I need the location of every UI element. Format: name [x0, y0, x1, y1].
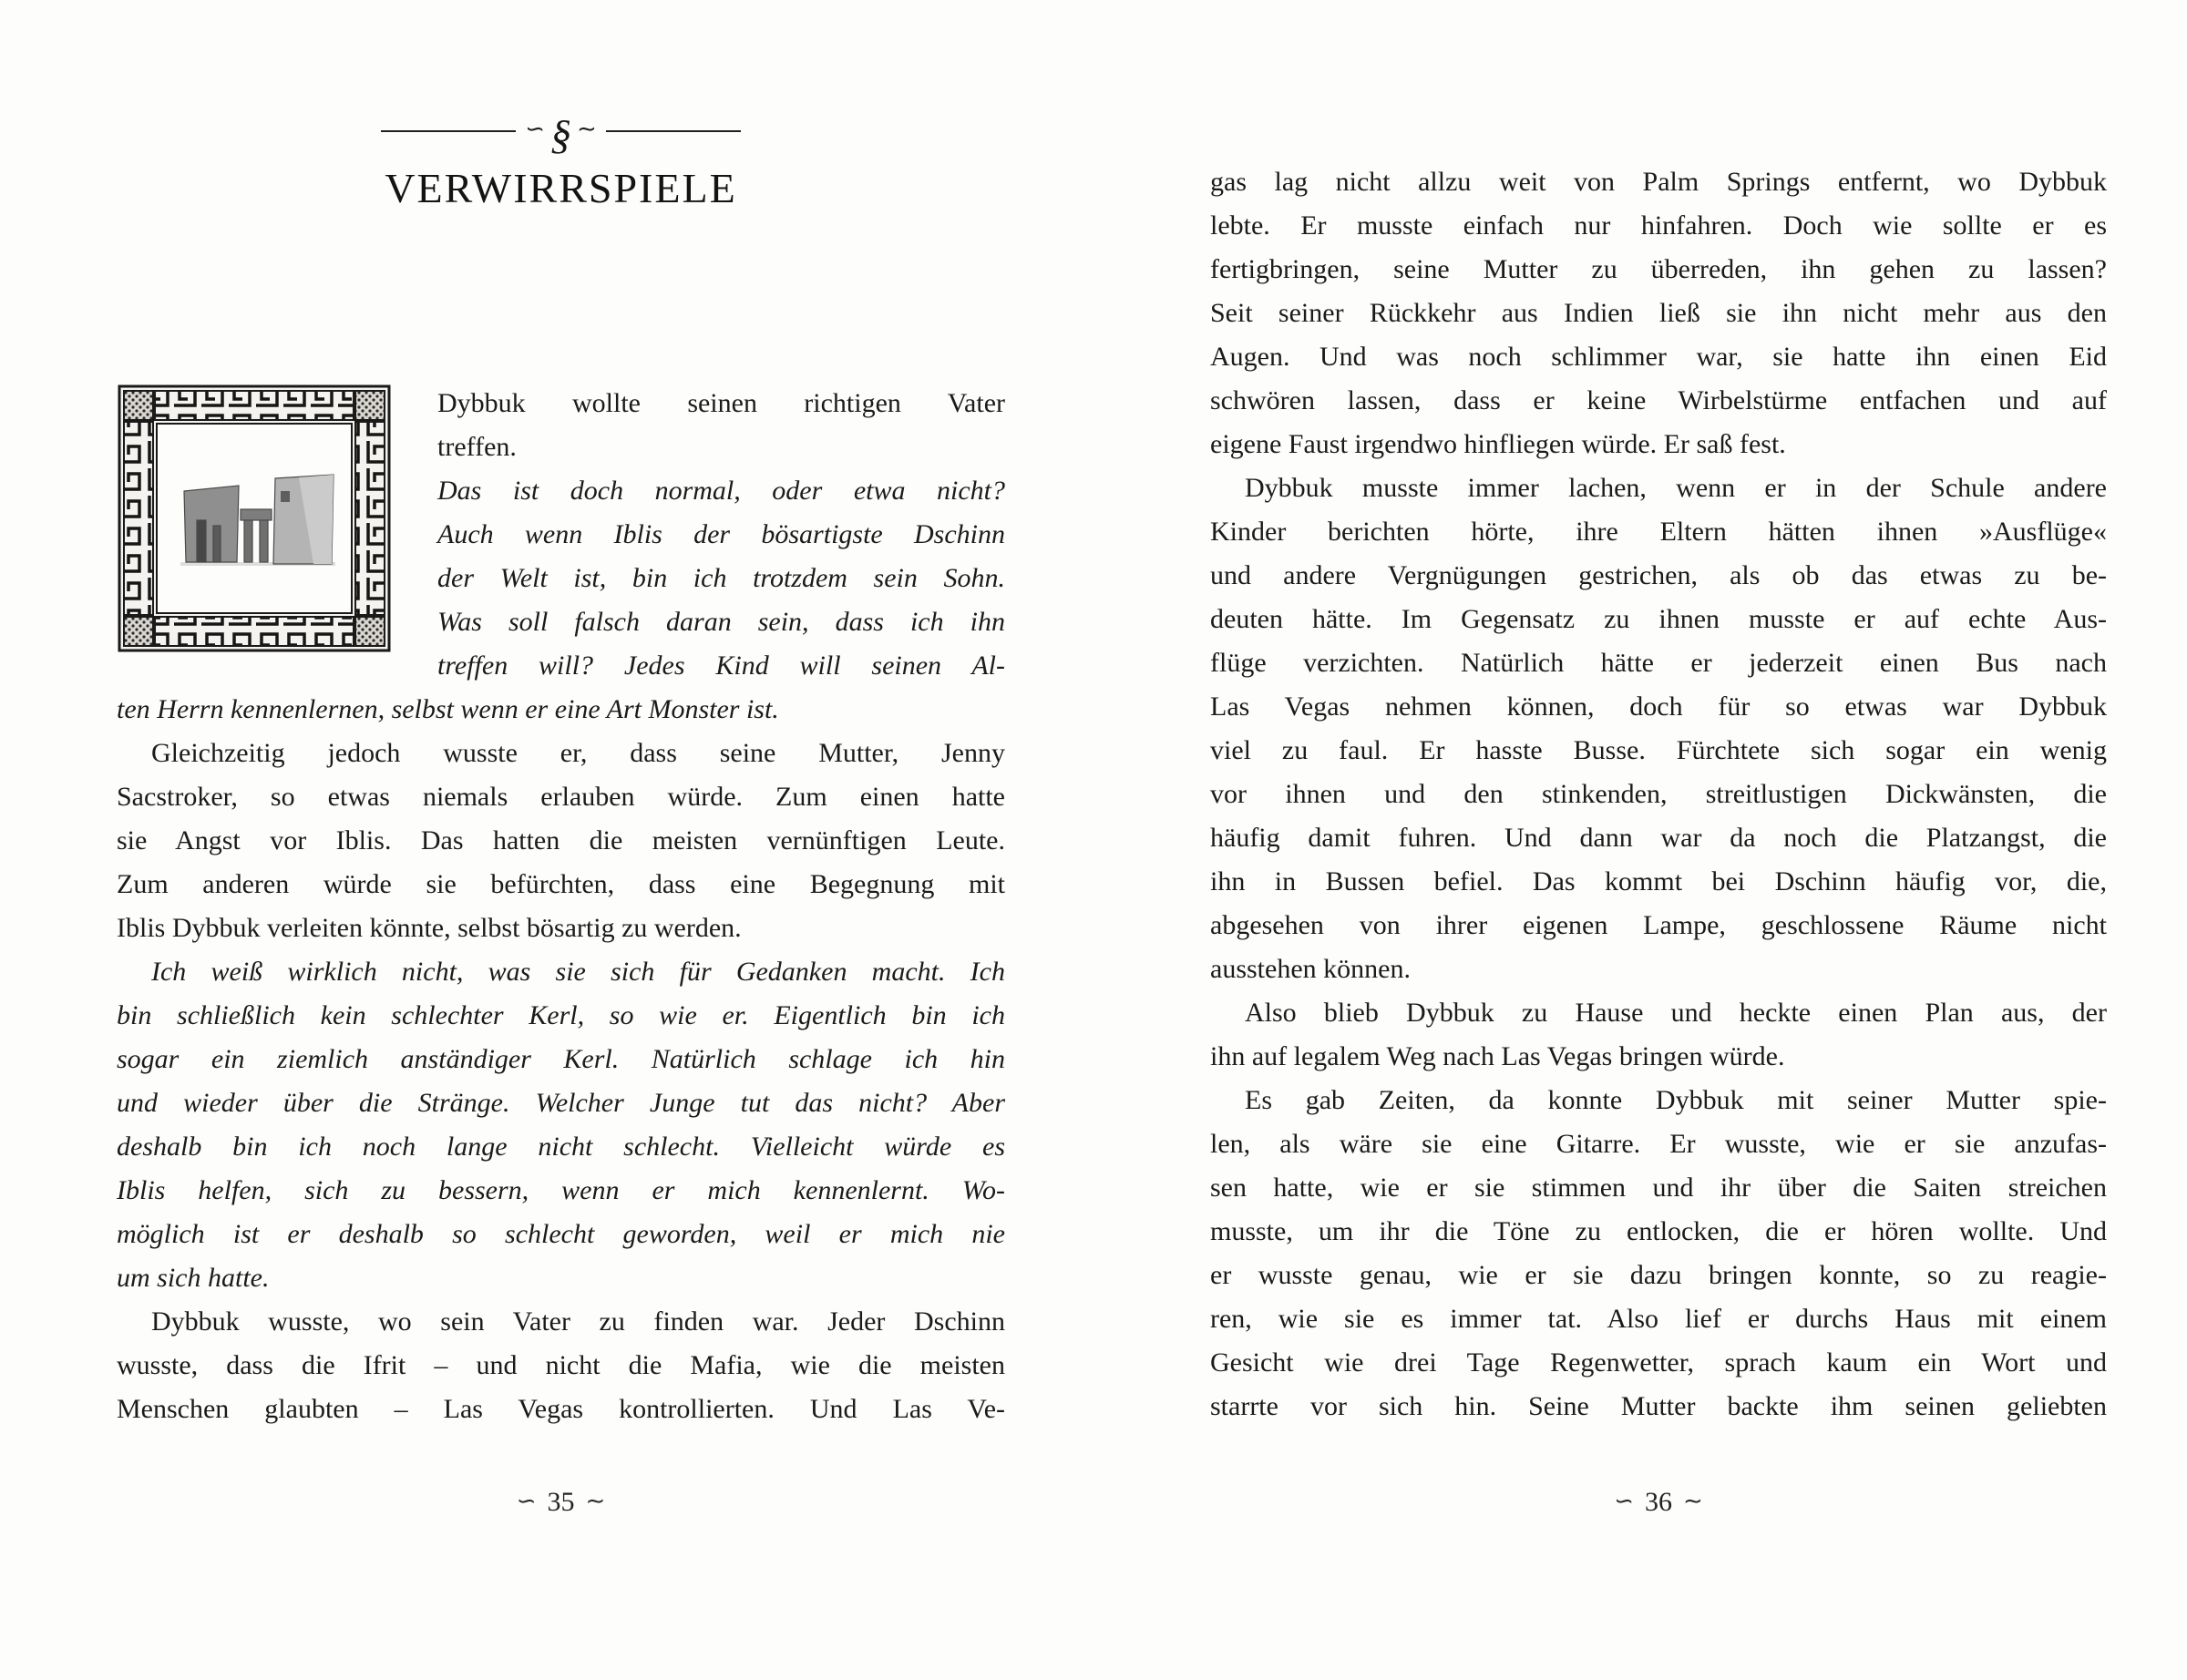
text-line: um sich hatte. — [117, 1263, 270, 1293]
text-line: Las Vegas nehmen können, doch für so etwas war Dybbuk — [1210, 691, 2107, 722]
book-page-left — [117, 0, 1005, 1680]
text-line: len, als wäre sie eine Gitarre. Er wusste, wie er sie anzufas- — [1210, 1129, 2107, 1159]
text-line: vor ihnen und den stinkenden, streitlustigen Dickwänsten, die — [1210, 779, 2107, 809]
text-line: Also blieb Dybbuk zu Hause und heckte einen Plan aus, der — [1245, 998, 2107, 1028]
text-line: möglich ist er deshalb so schlecht geworden, weil er mich nie — [117, 1219, 1005, 1249]
page-number-left — [117, 1487, 1005, 1518]
section-mark-icon: § — [550, 111, 571, 158]
text-line: Dybbuk wollte seinen richtigen Vater — [437, 388, 1005, 418]
text-line: Gesicht wie drei Tage Regenwetter, sprach kaum ein Wort und — [1210, 1347, 2107, 1378]
text-line: Sacstroker, so etwas niemals erlauben würde. Zum einen hatte — [117, 782, 1005, 812]
paragraph — [1210, 160, 2107, 466]
text-line: sen hatte, wie er sie stimmen und ihr über die Saiten streichen — [1210, 1173, 2107, 1203]
text-line: Gleichzeitig jedoch wusste er, dass seine Mutter, Jenny — [151, 738, 1005, 768]
page-number-flourish-left-icon: ∽ — [516, 1488, 537, 1515]
text-line: und andere Vergnügungen gestrichen, als ob das etwas zu be- — [1210, 560, 2107, 590]
text-line: deuten hätte. Im Gegensatz zu ihnen musste er auf echte Aus- — [1210, 604, 2107, 634]
flourish-left-icon: ∽ — [525, 116, 545, 143]
text-line: viel zu faul. Er hasste Busse. Fürchtete sich sogar ein wenig — [1210, 735, 2107, 765]
chapter-ornament — [117, 108, 1005, 158]
text-line: Was soll falsch daran sein, dass ich ihn — [437, 607, 1005, 637]
text-line: deshalb bin ich noch lange nicht schlecht. Vielleicht würde es — [117, 1132, 1005, 1162]
text-line: und wieder über die Stränge. Welcher Junge tut das nicht? Aber — [117, 1088, 1005, 1118]
page-number-flourish-left-icon: ∽ — [1614, 1488, 1634, 1515]
paragraph — [117, 1300, 1005, 1431]
body-text-left — [117, 382, 1005, 1431]
text-line: lebte. Er musste einfach nur hinfahren. Doch wie sollte er es — [1210, 210, 2107, 241]
paragraph — [1210, 1079, 2107, 1429]
paragraph — [1210, 991, 2107, 1079]
text-line: ren, wie sie es immer tat. Also lief er durchs Haus mit einem — [1210, 1304, 2107, 1334]
paragraph — [117, 950, 1005, 1300]
text-line: fertigbringen, seine Mutter zu überreden, ihn gehen zu lassen? — [1210, 254, 2107, 284]
text-line: häufig damit fuhren. Und dann war da noch die Platzangst, die — [1210, 823, 2107, 853]
paragraphs-right — [1210, 160, 2107, 1429]
text-line: abgesehen von ihrer eigenen Lampe, geschlossene Räume nicht — [1210, 910, 2107, 940]
text-line: Ich weiß wirklich nicht, was sie sich für Gedanken macht. Ich — [151, 957, 1005, 987]
text-line: treffen will? Jedes Kind will seinen Al- — [437, 650, 1005, 681]
text-line: bin schließlich kein schlechter Kerl, so wie er. Eigentlich bin ich — [117, 1000, 1005, 1030]
temple-drawing-icon — [117, 384, 392, 653]
text-line: Iblis helfen, sich zu bessern, wenn er mich kennenlernt. Wo- — [117, 1175, 1005, 1205]
text-line: Menschen glaubten – Las Vegas kontrollierten. Und Las Ve- — [117, 1394, 1005, 1424]
page-number-flourish-right-icon: ∼ — [1683, 1488, 1703, 1515]
text-line: ihn auf legalem Weg nach Las Vegas bringen würde. — [1210, 1041, 1785, 1071]
text-line: Zum anderen würde sie befürchten, dass eine Begegnung mit — [117, 869, 1005, 899]
text-line: schwören lassen, dass er keine Wirbelstürme entfachen und auf — [1210, 385, 2107, 415]
text-line: Es gab Zeiten, da konnte Dybbuk mit seiner Mutter spie- — [1245, 1085, 2107, 1115]
text-line: ausstehen können. — [1210, 954, 1411, 984]
text-line: wusste, dass die Ifrit – und nicht die Mafia, wie die meisten — [117, 1350, 1005, 1380]
text-line: eigene Faust irgendwo hinfliegen würde. Er saß fest. — [1210, 429, 1786, 459]
text-line: Iblis Dybbuk verleiten könnte, selbst bösartig zu werden. — [117, 913, 742, 943]
text-line: ten Herrn kennenlernen, selbst wenn er eine Art Monster ist. — [117, 694, 779, 724]
text-line: ihn in Bussen befiel. Das kommt bei Dschinn häufig vor, die, — [1210, 866, 2107, 896]
text-line: Dybbuk musste immer lachen, wenn er in der Schule andere — [1245, 473, 2107, 503]
flourish-right-icon: ∼ — [577, 116, 597, 143]
page-number-flourish-right-icon: ∼ — [585, 1488, 606, 1515]
page-number-right — [1210, 1487, 2107, 1518]
text-line: musste, um ihr die Töne zu entlocken, die er hören wollte. Und — [1210, 1216, 2107, 1246]
text-line: starrte vor sich hin. Seine Mutter backte ihm seinen geliebten — [1210, 1391, 2107, 1421]
page-number-value: 36 — [1645, 1487, 1672, 1517]
text-line: Augen. Und was noch schlimmer war, sie hatte ihn einen Eid — [1210, 342, 2107, 372]
text-line: Das ist doch normal, oder etwa nicht? — [437, 476, 1005, 506]
page-number-value: 35 — [547, 1487, 575, 1517]
text-line: der Welt ist, bin ich trotzdem sein Sohn. — [437, 563, 1005, 593]
text-line: Auch wenn Iblis der bösartigste Dschinn — [437, 519, 1005, 549]
text-line: flüge verzichten. Natürlich hätte er jederzeit einen Bus nach — [1210, 648, 2107, 678]
text-line: Kinder berichten hörte, ihre Eltern hätten ihnen »Ausflüge« — [1210, 517, 2107, 547]
book-page-right — [1210, 0, 2107, 1680]
ornament-rule-left — [381, 130, 516, 132]
body-text-right — [1210, 160, 2107, 1429]
paragraph — [117, 732, 1005, 950]
ornament-rule-right — [606, 130, 741, 132]
text-line: gas lag nicht allzu weit von Palm Springs entfernt, wo Dybbuk — [1210, 167, 2107, 197]
text-line: er wusste genau, wie er sie dazu bringen konnte, so zu reagie- — [1210, 1260, 2107, 1290]
text-line: sogar ein ziemlich anständiger Kerl. Natürlich schlage ich hin — [117, 1044, 1005, 1074]
text-line: Seit seiner Rückkehr aus Indien ließ sie ihn nicht mehr aus den — [1210, 298, 2107, 328]
paragraph — [1210, 466, 2107, 991]
chapter-illustration — [117, 384, 392, 653]
text-line: Dybbuk wusste, wo sein Vater zu finden war. Jeder Dschinn — [151, 1306, 1005, 1337]
chapter-title: VERWIRRSPIELE — [385, 165, 737, 211]
text-line: treffen. — [437, 432, 517, 462]
ornament-center — [521, 110, 601, 158]
text-line: sie Angst vor Iblis. Das hatten die meisten vernünftigen Leute. — [117, 825, 1005, 855]
